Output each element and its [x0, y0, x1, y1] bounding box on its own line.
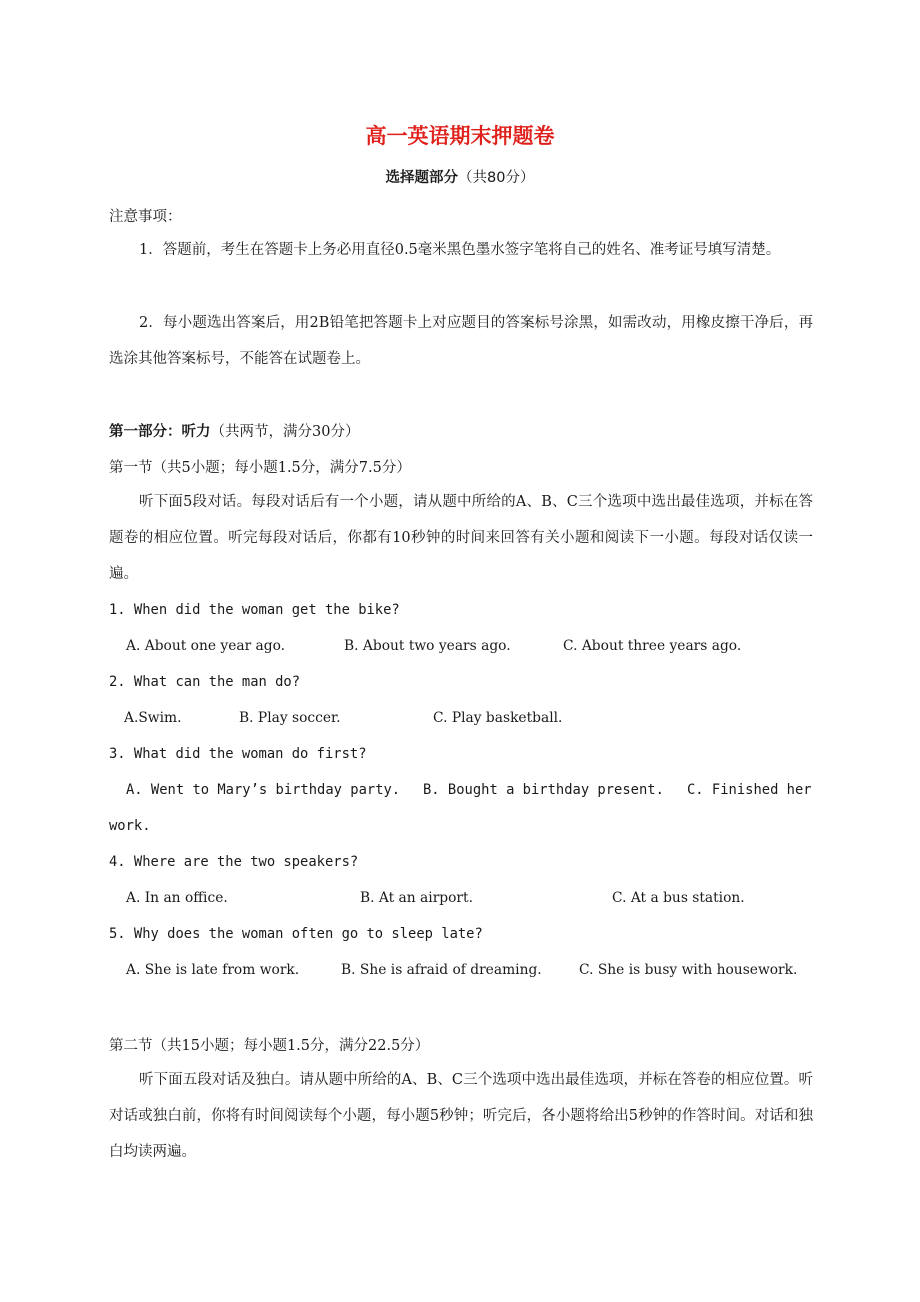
question-2-stem: 2. What can the man do?	[109, 674, 301, 690]
question-5-option-b: B. She is afraid of dreaming.	[341, 962, 542, 978]
section1-instructions: 听下面5段对话。每段对话后有一个小题，请从题中所给的A、B、C三个选项中选出最佳选项，并标在答题卷的相应位置。听完每段对话后，你都有10秒钟的时间来回答有关小题和阅读下一小题。每段对话仅读一遍。	[109, 494, 813, 582]
question-1-option-b: B. About two years ago.	[344, 638, 511, 654]
question-4-option-c: C. At a bus station.	[612, 890, 745, 906]
subtitle-rest: （共80分）	[458, 170, 535, 186]
question-1-option-a: A. About one year ago.	[126, 638, 286, 654]
question-1-option-c: C. About three years ago.	[563, 638, 742, 654]
question-2-option-c: C. Play basketball.	[433, 710, 563, 726]
question-2-option-a: A.Swim.	[124, 710, 182, 726]
page-title: 高一英语期末押题卷	[365, 124, 555, 148]
question-2-option-b: B. Play soccer.	[239, 710, 341, 726]
notice-heading: 注意事项：	[109, 209, 182, 225]
question-3-stem: 3. What did the woman do first?	[109, 746, 367, 762]
question-5-option-c: C. She is busy with housework.	[579, 962, 798, 978]
section1-heading: 第一节（共5小题；每小题1.5分，满分7.5分）	[109, 460, 411, 476]
question-5-stem: 5. Why does the woman often go to sleep late?	[109, 926, 483, 942]
part1-heading	[109, 420, 359, 441]
question-4-option-b: B. At an airport.	[360, 890, 473, 906]
question-4-option-a: A. In an office.	[126, 890, 228, 906]
question-3-option-a: A. Went to Mary’s birthday party.	[126, 782, 401, 798]
question-4-stem: 4. Where are the two speakers?	[109, 854, 359, 870]
section2-heading: 第二节（共15小题；每小题1.5分，满分22.5分）	[109, 1038, 430, 1054]
question-1-stem: 1. When did the woman get the bike?	[109, 602, 400, 618]
question-3-option-c-continued: work.	[109, 818, 151, 834]
part1-heading-bold: 第一部分：听力	[109, 424, 211, 440]
notice-item-1: 1．答题前，考生在答题卡上务必用直径0.5毫米黑色墨水签字笔将自己的姓名、准考证号填写清楚。	[139, 242, 781, 258]
section2-instructions: 听下面五段对话及独白。请从题中所给的A、B、C三个选项中选出最佳选项，并标在答卷的相应位置。听对话或独白前，你将有时间阅读每个小题，每小题5秒钟；听完后，各小题将给出5秒钟的作答时间。对话和独白均读两遍。	[109, 1072, 813, 1160]
question-5-option-a: A. She is late from work.	[126, 962, 300, 978]
part1-heading-rest: （共两节，满分30分）	[210, 424, 360, 440]
question-3-option-b: B. Bought a birthday present.	[423, 782, 664, 798]
subtitle-bold: 选择题部分	[385, 170, 459, 186]
question-3-option-c: C. Finished her	[687, 782, 812, 798]
notice-item-2: 2．每小题选出答案后，用2B铅笔把答题卡上对应题目的答案标号涂黑，如需改动，用橡皮擦干净后，再选涂其他答案标号，不能答在试题卷上。	[109, 315, 813, 367]
page-subtitle	[0, 166, 920, 187]
